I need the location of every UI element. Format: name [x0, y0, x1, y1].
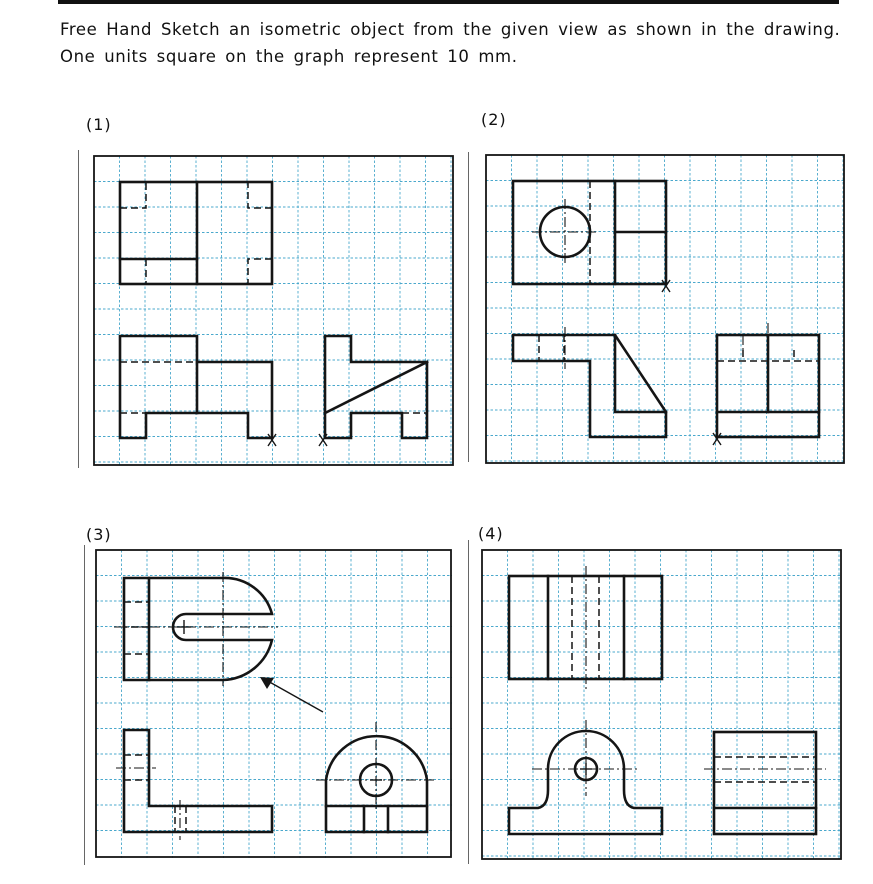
instruction-line-1: Free Hand Sketch an isometric object from the given view as shown in the drawing. [60, 20, 841, 39]
panel-3-drawing [96, 550, 452, 858]
panel-4-top-view [509, 566, 662, 689]
panel-4-front-view [509, 720, 662, 834]
panel-2-margin-line [468, 152, 469, 462]
panel-4-label: (4) [478, 524, 504, 543]
panel-3-label: (3) [86, 525, 112, 544]
panel-2-label: (2) [481, 110, 507, 129]
panel-1-margin-line [78, 150, 79, 468]
panel-4-side-view [704, 732, 826, 834]
panel-1-front-view [120, 336, 276, 446]
top-rule [58, 0, 839, 4]
panel-3-top-view [114, 572, 323, 712]
panel-1-top-view [120, 182, 272, 284]
panel-1-frame [94, 156, 453, 465]
panel-2-drawing [486, 155, 846, 465]
panel-1-label: (1) [86, 115, 112, 134]
panel-1-grid [94, 156, 454, 466]
panel-4-drawing [482, 550, 842, 860]
panel-2-top-view [513, 181, 670, 292]
instruction-line-2: One units square on the graph represent 10 mm. [60, 47, 518, 66]
panel-2-front-view [513, 327, 666, 437]
panel-1-drawing [94, 156, 454, 466]
panel-3-side-view [316, 722, 436, 832]
panel-2-side-view [713, 323, 819, 445]
panel-4-margin-line [468, 540, 469, 864]
panel-1-side-view [319, 336, 427, 446]
panel-3-margin-line [84, 545, 85, 865]
